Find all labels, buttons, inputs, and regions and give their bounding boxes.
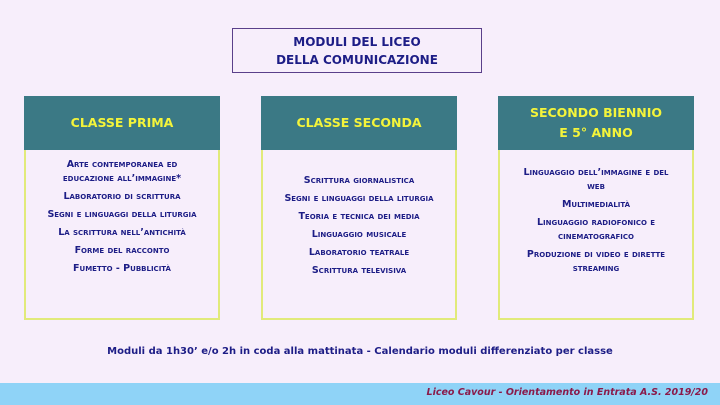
module-list [261,150,457,320]
module-item: Forme del racconto [74,245,170,256]
module-item: Linguaggio musicale [311,229,407,240]
column-header-line: SECONDO BIENNIO [529,105,663,120]
class-column [24,96,220,320]
module-item: Scrittura televisiva [311,265,407,276]
column-header [261,96,457,150]
module-item: Linguaggio radiofonico e cinematografico [536,217,656,242]
module-list [24,150,220,320]
module-item: La scrittura nell’antichità [58,227,186,238]
module-item: Laboratorio di scrittura [63,191,181,202]
class-column [498,96,694,320]
column-header [24,96,220,150]
module-item: Scrittura giornalistica [303,175,415,186]
column-header-line: CLASSE SECONDA [296,115,422,130]
module-item: Multimedialità [561,199,631,210]
column-header-line: E 5° ANNO [559,125,633,140]
schedule-note: Moduli da 1h30’ e/o 2h in coda alla mattinata - Calendario moduli differenziato per classe [107,346,613,357]
column-header-line: CLASSE PRIMA [70,115,174,130]
module-item: Segni e linguaggi della liturgia [284,193,434,204]
module-item: Segni e linguaggi della liturgia [47,209,197,220]
title-line-2: DELLA COMUNICAZIONE [276,53,438,67]
page-title [232,28,482,73]
module-item: Teoria e tecnica dei media [298,211,420,222]
module-item: Linguaggio dell’immagine e del web [523,167,669,192]
module-item: Arte contemporanea ed educazione all’immagine* [62,159,182,184]
module-item: Fumetto - Pubblicità [73,263,171,274]
footer-text: Liceo Cavour - Orientamento in Entrata A.S. 2019/20 [426,387,708,398]
module-list [498,150,694,320]
footer-bar [0,383,720,405]
column-header [498,96,694,150]
title-line-1: MODULI DEL LICEO [293,35,421,49]
module-item: Produzione di video e dirette streaming [526,249,666,274]
class-column [261,96,457,320]
module-item: Laboratorio teatrale [308,247,410,258]
